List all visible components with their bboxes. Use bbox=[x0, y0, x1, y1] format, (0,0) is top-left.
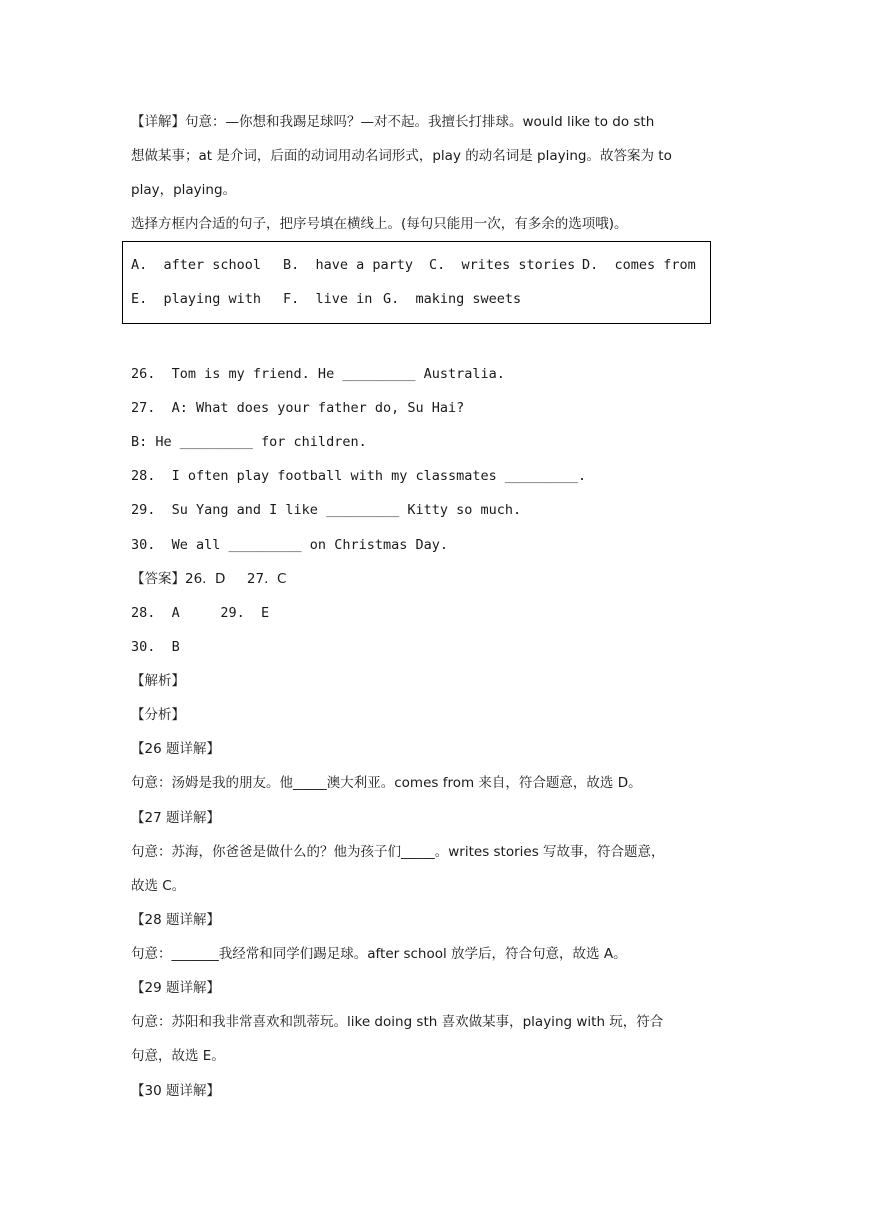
detail-26-heading: 【26 题详解】 bbox=[131, 741, 220, 757]
option-f: F. live in bbox=[283, 291, 373, 307]
question-26: 26. Tom is my friend. He _________ Australia. bbox=[131, 366, 505, 382]
detail-28-heading: 【28 题详解】 bbox=[131, 912, 220, 928]
analysis-heading: 【解析】 bbox=[131, 673, 185, 689]
option-a: A. after school bbox=[131, 257, 262, 273]
fenxi-heading: 【分析】 bbox=[131, 707, 185, 723]
detail-27-text-2: 故选 C。 bbox=[131, 878, 186, 894]
detail-29-heading: 【29 题详解】 bbox=[131, 980, 220, 996]
detail-28-text: 句意：_______我经常和同学们踢足球。after school 放学后，符合句意，故选 A。 bbox=[131, 946, 627, 962]
option-e: E. playing with bbox=[131, 291, 262, 307]
question-27-b: B: He _________ for children. bbox=[131, 434, 367, 450]
question-30: 30. We all _________ on Christmas Day. bbox=[131, 537, 448, 553]
option-c: C. writes stories bbox=[429, 257, 576, 273]
detail-27-heading: 【27 题详解】 bbox=[131, 810, 220, 826]
answer-line-1: 【答案】26. D 27. C bbox=[131, 571, 287, 587]
question-29: 29. Su Yang and I like _________ Kitty so much. bbox=[131, 502, 522, 518]
option-g: G. making sweets bbox=[383, 291, 522, 307]
answer-line-2: 28. A 29. E bbox=[131, 605, 270, 621]
detail-26-text: 句意：汤姆是我的朋友。他_____澳大利亚。comes from 来自，符合题意，故选 D。 bbox=[131, 775, 642, 791]
question-28: 28. I often play football with my classmates _________. bbox=[131, 468, 587, 484]
answer-line-3: 30. B bbox=[131, 639, 180, 655]
explanation-line-2: 想做某事；at 是介词，后面的动词用动名词形式，play 的动名词是 playing。故答案为 to bbox=[131, 148, 672, 164]
explanation-line-1: 【详解】句意：—你想和我踢足球吗？—对不起。我擅长打排球。would like to do sth bbox=[131, 114, 655, 130]
explanation-line-3: play，playing。 bbox=[131, 182, 237, 198]
options-box bbox=[122, 241, 711, 324]
detail-27-text-1: 句意：苏海，你爸爸是做什么的？他为孩子们_____。writes stories 写故事，符合题意， bbox=[131, 844, 665, 860]
option-d: D. comes from bbox=[582, 257, 696, 273]
detail-29-text-1: 句意：苏阳和我非常喜欢和凯蒂玩。like doing sth 喜欢做某事，playing with 玩，符合 bbox=[131, 1014, 664, 1030]
detail-30-heading: 【30 题详解】 bbox=[131, 1083, 220, 1099]
detail-29-text-2: 句意，故选 E。 bbox=[131, 1048, 225, 1064]
option-b: B. have a party bbox=[283, 257, 414, 273]
instructions: 选择方框内合适的句子，把序号填在横线上。(每句只能用一次，有多余的选项哦)。 bbox=[131, 216, 628, 232]
question-27-a: 27. A: What does your father do, Su Hai? bbox=[131, 400, 465, 416]
